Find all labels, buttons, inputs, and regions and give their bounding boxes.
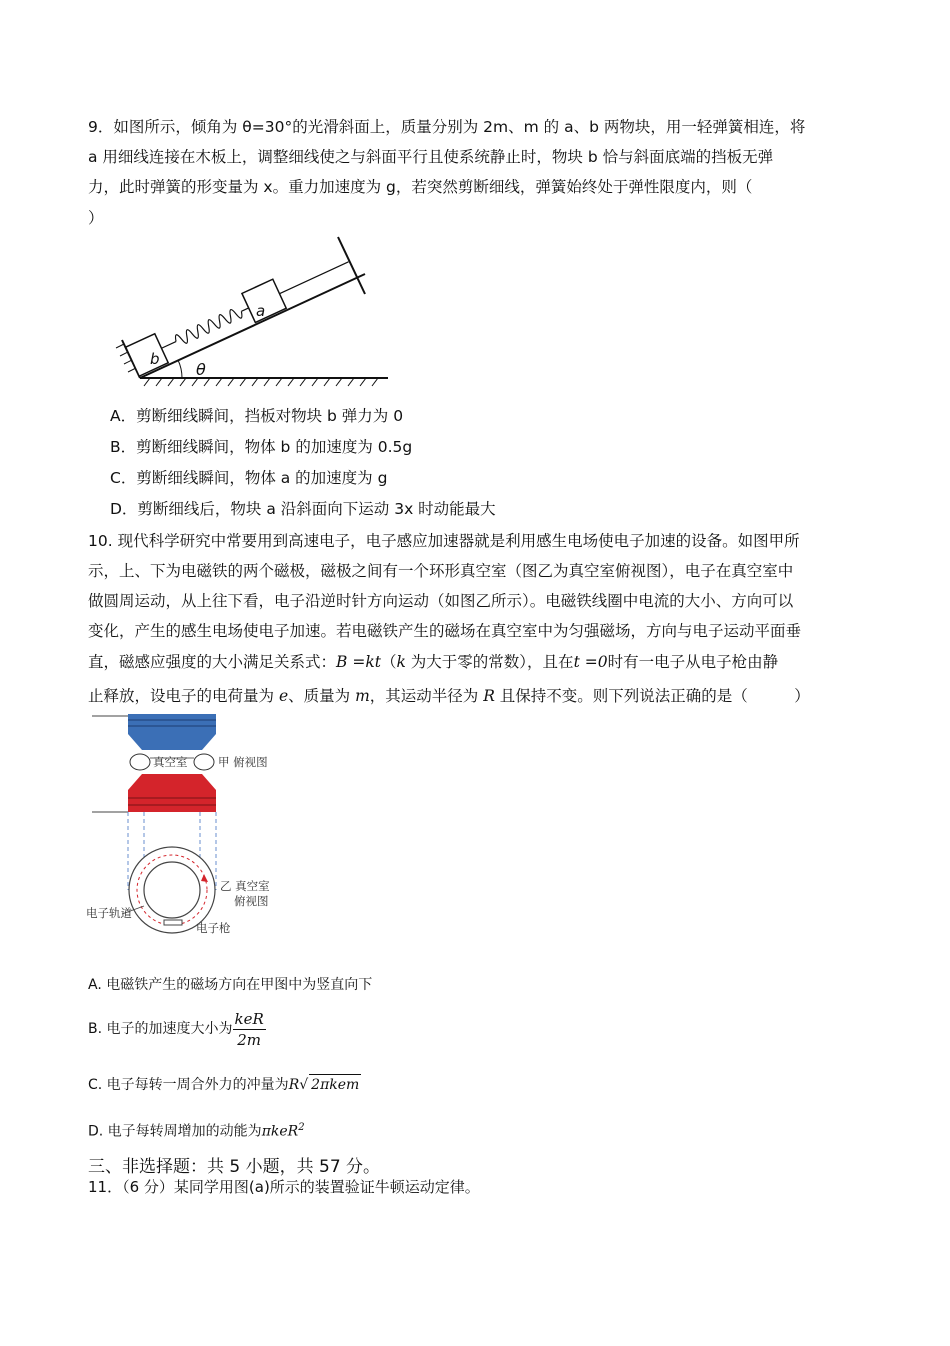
figure-yi-label: 乙 真空室 xyxy=(220,879,270,893)
q9-option-d[interactable]: D．剪断细线后，物块 a 沿斜面向下运动 3x 时动能最大 xyxy=(110,500,496,518)
section-3-heading: 三、非选择题：共 5 小题，共 57 分。 xyxy=(88,1157,381,1177)
top-magnet-pole xyxy=(128,714,216,734)
q10-text-line-1: 10. 现代科学研究中常要用到高速电子，电子感应加速器就是利用感生电场使电子加速的设备。如图甲所 xyxy=(88,532,800,550)
q10-option-a[interactable]: A. 电磁铁产生的磁场方向在甲图中为竖直向下 xyxy=(88,977,373,993)
fraction-keR-2m: $\frac{\text{keR}}{2m}$ xyxy=(234,1009,264,1049)
q10-text-line-4: 变化，产生的感生电场使电子加速。若电磁铁产生的磁场在真空室中为匀强磁场，方向与电子运动平面垂 xyxy=(88,622,802,640)
sqrt-2pikem: 2πkem xyxy=(309,1074,361,1095)
q9-text-line-4: ） xyxy=(88,209,104,227)
q9-text-line-2: a 用细线连接在木板上，调整细线使之与斜面平行且使系统静止时，物块 b 恰与斜面底端的挡板无弹 xyxy=(88,148,774,166)
q10-text-line-2: 示，上、下为电磁铁的两个磁极，磁极之间有一个环形真空室（图乙为真空室俯视图），电子在真空室中 xyxy=(88,562,794,580)
formula-b-kt: B =kt xyxy=(336,653,381,671)
q10-text-line-3: 做圆周运动，从上往下看，电子沿逆时针方向运动（如图乙所示）。电磁铁线圈中电流的大小、方向可以 xyxy=(88,592,794,610)
formula-t-0: t =0 xyxy=(573,653,608,671)
q9-text-line-3: 力，此时弹簧的形变量为 x。重力加速度为 g，若突然剪断细线，弹簧始终处于弹性限度内，则（ xyxy=(88,178,753,196)
q9-incline-figure xyxy=(110,232,400,392)
q10-text-line-5: 直，磁感应强度的大小满足关系式：B =kt（k 为大于零的常数），且在t =0时有一电子从电子枪由静 xyxy=(88,653,779,671)
q9-label-b: b xyxy=(150,350,160,368)
q10-option-d[interactable]: D. 电子每转周增加的动能为πkeR$^2$ xyxy=(88,1122,305,1140)
q9-option-b[interactable]: B．剪断细线瞬间，物体 b 的加速度为 0.5g xyxy=(110,438,413,456)
q9-option-c[interactable]: C．剪断细线瞬间，物体 a 的加速度为 g xyxy=(110,469,388,487)
q10-accelerator-figure xyxy=(84,714,294,940)
q10-option-c[interactable]: C. 电子每转一周合外力的冲量为R√ 2πkem xyxy=(88,1074,361,1095)
q9-label-a: a xyxy=(256,302,266,320)
q9-text-line-1: 9．如图所示，倾角为 θ=30°的光滑斜面上，质量分别为 2m、m 的 a、b 两物块，用一轻弹簧相连，将 xyxy=(88,118,806,136)
electron-gun-label: 电子枪 xyxy=(196,921,231,935)
q9-angle-theta: θ xyxy=(196,360,206,379)
figure-yi-label-2: 俯视图 xyxy=(234,894,269,908)
q10-option-b[interactable]: B. 电子的加速度大小为 $\frac{\text{keR}}{2m}$ xyxy=(88,1009,264,1049)
electron-gun xyxy=(164,920,182,925)
q10-text-line-6: 止释放，设电子的电荷量为 e、质量为 m，其运动半径为 R 且保持不变。则下列说法正确的是（ ） xyxy=(88,687,810,705)
figure-jia-label: 甲 俯视图 xyxy=(218,755,268,769)
q9-option-a[interactable]: A．剪断细线瞬间，挡板对物块 b 弹力为 0 xyxy=(110,407,404,425)
bottom-magnet-pole xyxy=(128,790,216,812)
vacuum-chamber-label: 真空室 xyxy=(153,755,188,769)
q11-text: 11．（6 分）某同学用图(a)所示的装置验证牛顿运动定律。 xyxy=(88,1178,480,1196)
electron-orbit-label: 电子轨道 xyxy=(86,906,132,920)
